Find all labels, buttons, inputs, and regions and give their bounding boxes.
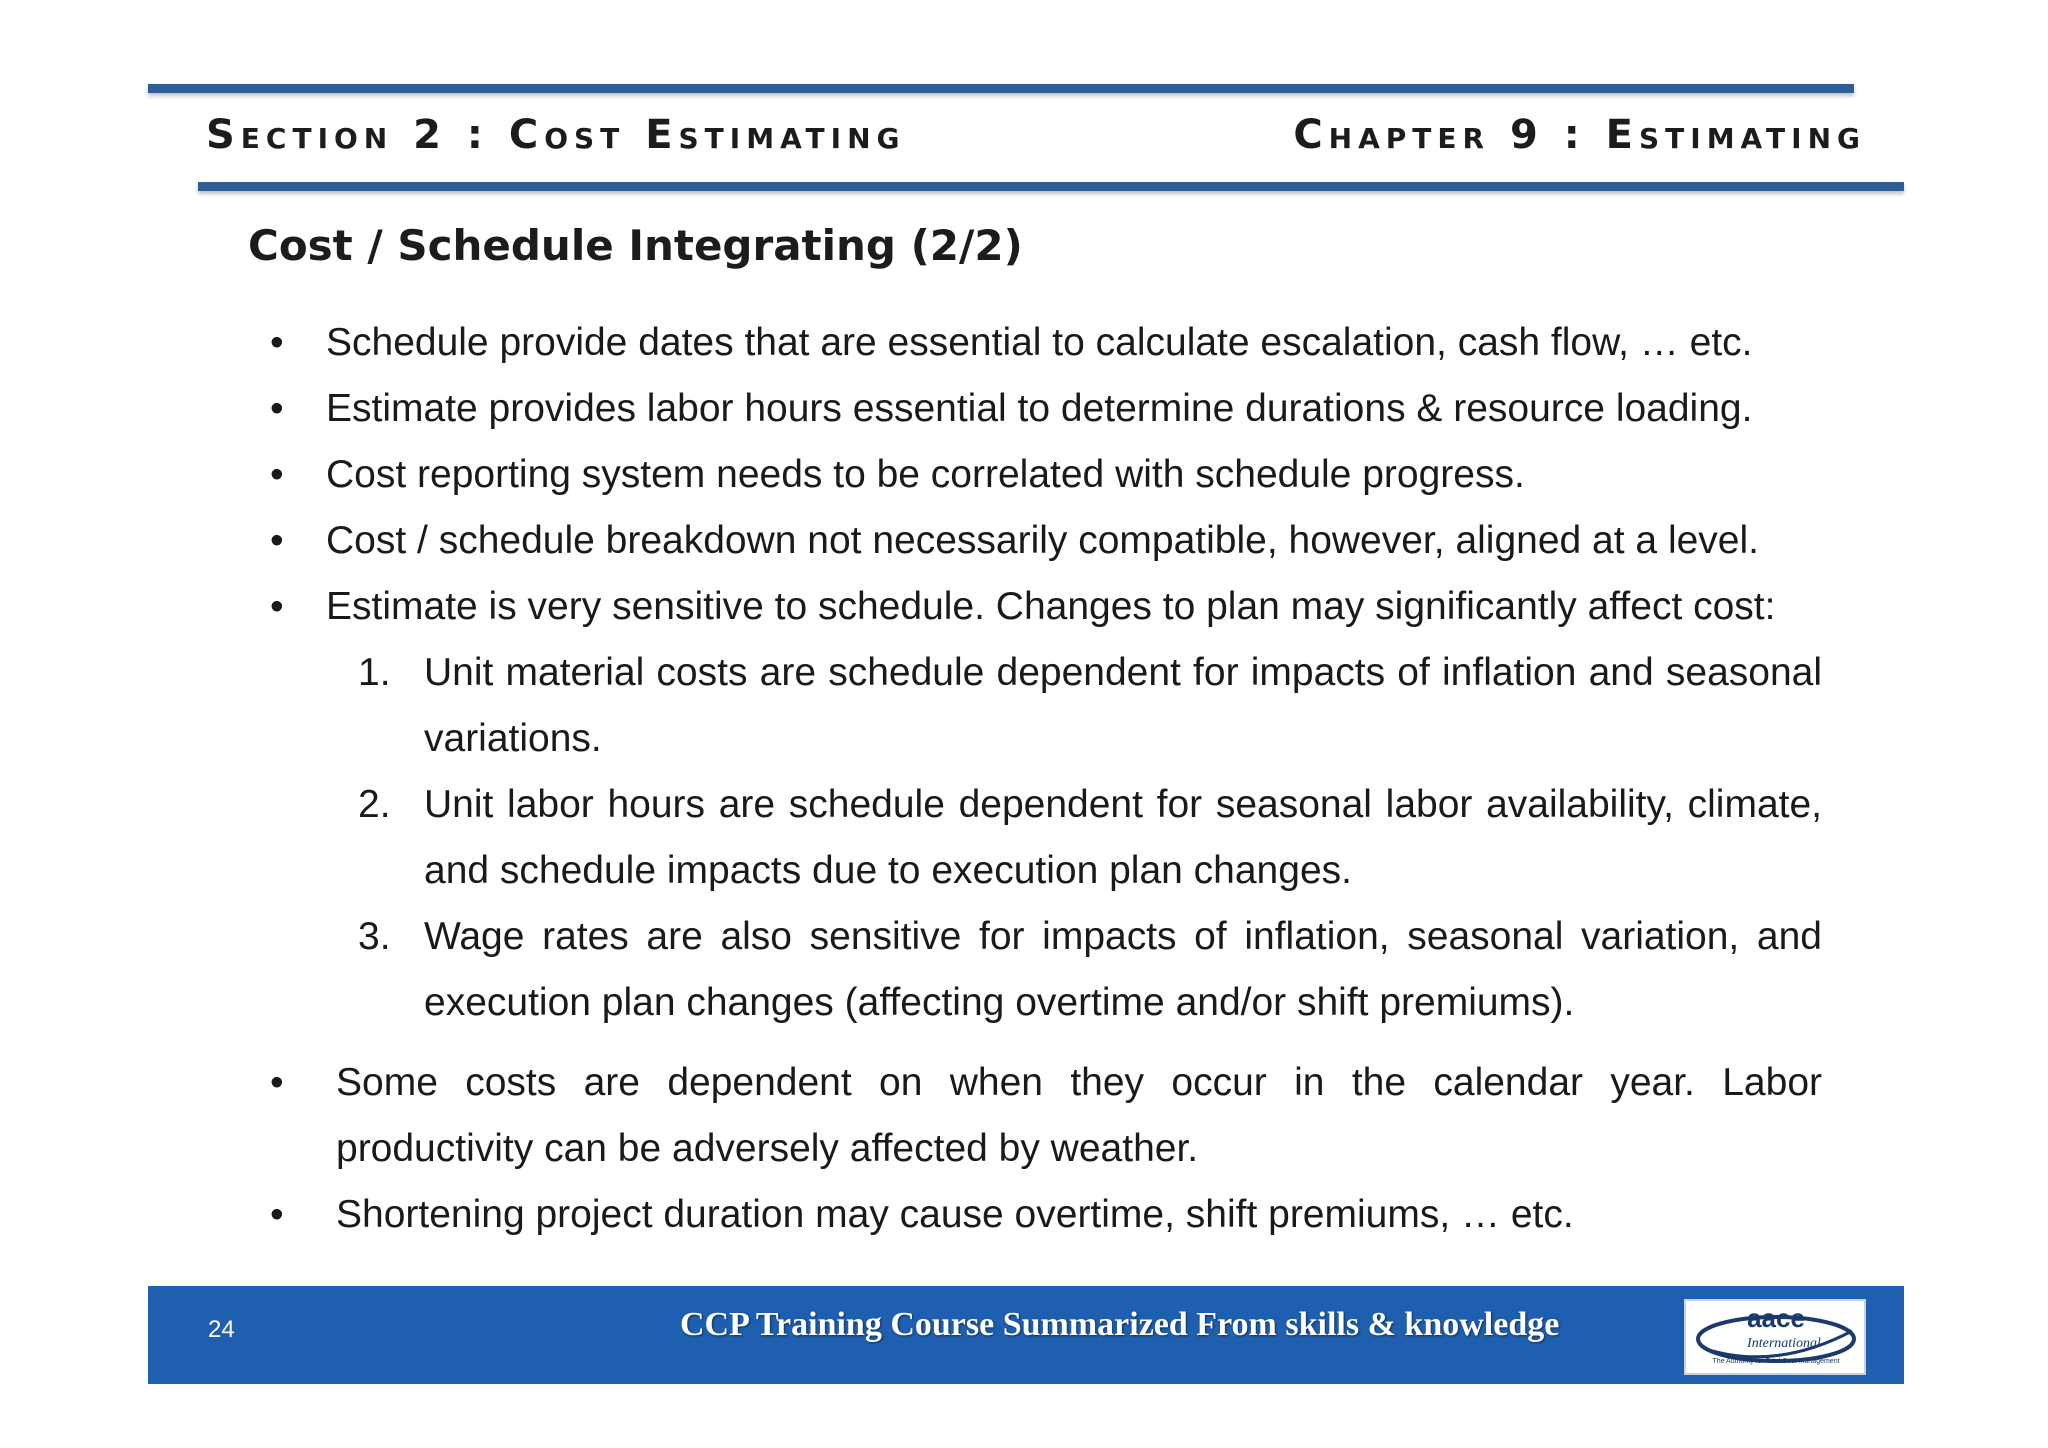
- slide-title: Cost / Schedule Integrating (2/2): [248, 221, 1023, 270]
- bullet-item: [262, 310, 1822, 376]
- item-number: 3.: [358, 915, 391, 958]
- header-bottom-rule: [198, 182, 1904, 191]
- course-text: CCP Training Course Summarized From skills & knowledge: [680, 1306, 1560, 1343]
- numbered-item: [262, 772, 1822, 904]
- bullet-item: [262, 442, 1822, 508]
- header: [206, 112, 1866, 158]
- bullet-icon: •: [270, 585, 284, 628]
- logo-tagline: The Authority for Total Cost Management: [1712, 1358, 1840, 1365]
- bullet-text: Schedule provide dates that are essential to calculate escalation, cash flow, … etc.: [326, 321, 1753, 364]
- bullet-icon: •: [270, 321, 284, 364]
- bullet-icon: •: [270, 453, 284, 496]
- spacer: [262, 1036, 1822, 1050]
- bullet-icon: •: [270, 1193, 284, 1236]
- numbered-item: [262, 904, 1822, 1036]
- bullet-text: Cost reporting system needs to be correlated with schedule progress.: [326, 453, 1525, 496]
- numbered-text: Wage rates are also sensitive for impacts of inflation, seasonal variation, and execution plan changes (affecting overtime and/or shift premiums).: [424, 915, 1822, 1024]
- header-top-rule: [148, 84, 1854, 93]
- bullet-text: Shortening project duration may cause overtime, shift premiums, … etc.: [336, 1193, 1574, 1236]
- logo-name: aace: [1747, 1303, 1805, 1333]
- bullet-text: Some costs are dependent on when they occur in the calendar year. Labor productivity can be adversely affected by weather.: [336, 1061, 1822, 1170]
- bullet-text: Estimate provides labor hours essential to determine durations & resource loading.: [326, 387, 1753, 430]
- bullet-item: [262, 508, 1822, 574]
- page-number: 24: [208, 1316, 235, 1343]
- numbered-item: [262, 640, 1822, 772]
- item-number: 1.: [358, 651, 391, 694]
- numbered-text: Unit labor hours are schedule dependent for seasonal labor availability, climate, and schedule impacts due to execution plan changes.: [424, 783, 1822, 892]
- aace-logo: [1684, 1299, 1866, 1375]
- footer-bar: [148, 1286, 1904, 1384]
- logo-sub: International: [1747, 1336, 1821, 1351]
- bullet-item: [262, 1050, 1822, 1182]
- bullet-item: [262, 376, 1822, 442]
- bullet-icon: •: [270, 519, 284, 562]
- section-label: Section 2 : Cost Estimating: [206, 112, 906, 158]
- bullet-icon: •: [270, 1061, 284, 1104]
- aace-logo-icon: [1686, 1301, 1864, 1373]
- bullet-item: [262, 574, 1822, 640]
- numbered-text: Unit material costs are schedule dependent for impacts of inflation and seasonal variations.: [424, 651, 1822, 760]
- slide-content: [262, 310, 1822, 1248]
- bullet-text: Estimate is very sensitive to schedule. Changes to plan may significantly affect cost:: [326, 585, 1776, 628]
- chapter-label: Chapter 9 : Estimating: [1293, 112, 1866, 158]
- bullet-item: [262, 1182, 1822, 1248]
- item-number: 2.: [358, 783, 391, 826]
- bullet-icon: •: [270, 387, 284, 430]
- bullet-text: Cost / schedule breakdown not necessarily compatible, however, aligned at a level.: [326, 519, 1759, 562]
